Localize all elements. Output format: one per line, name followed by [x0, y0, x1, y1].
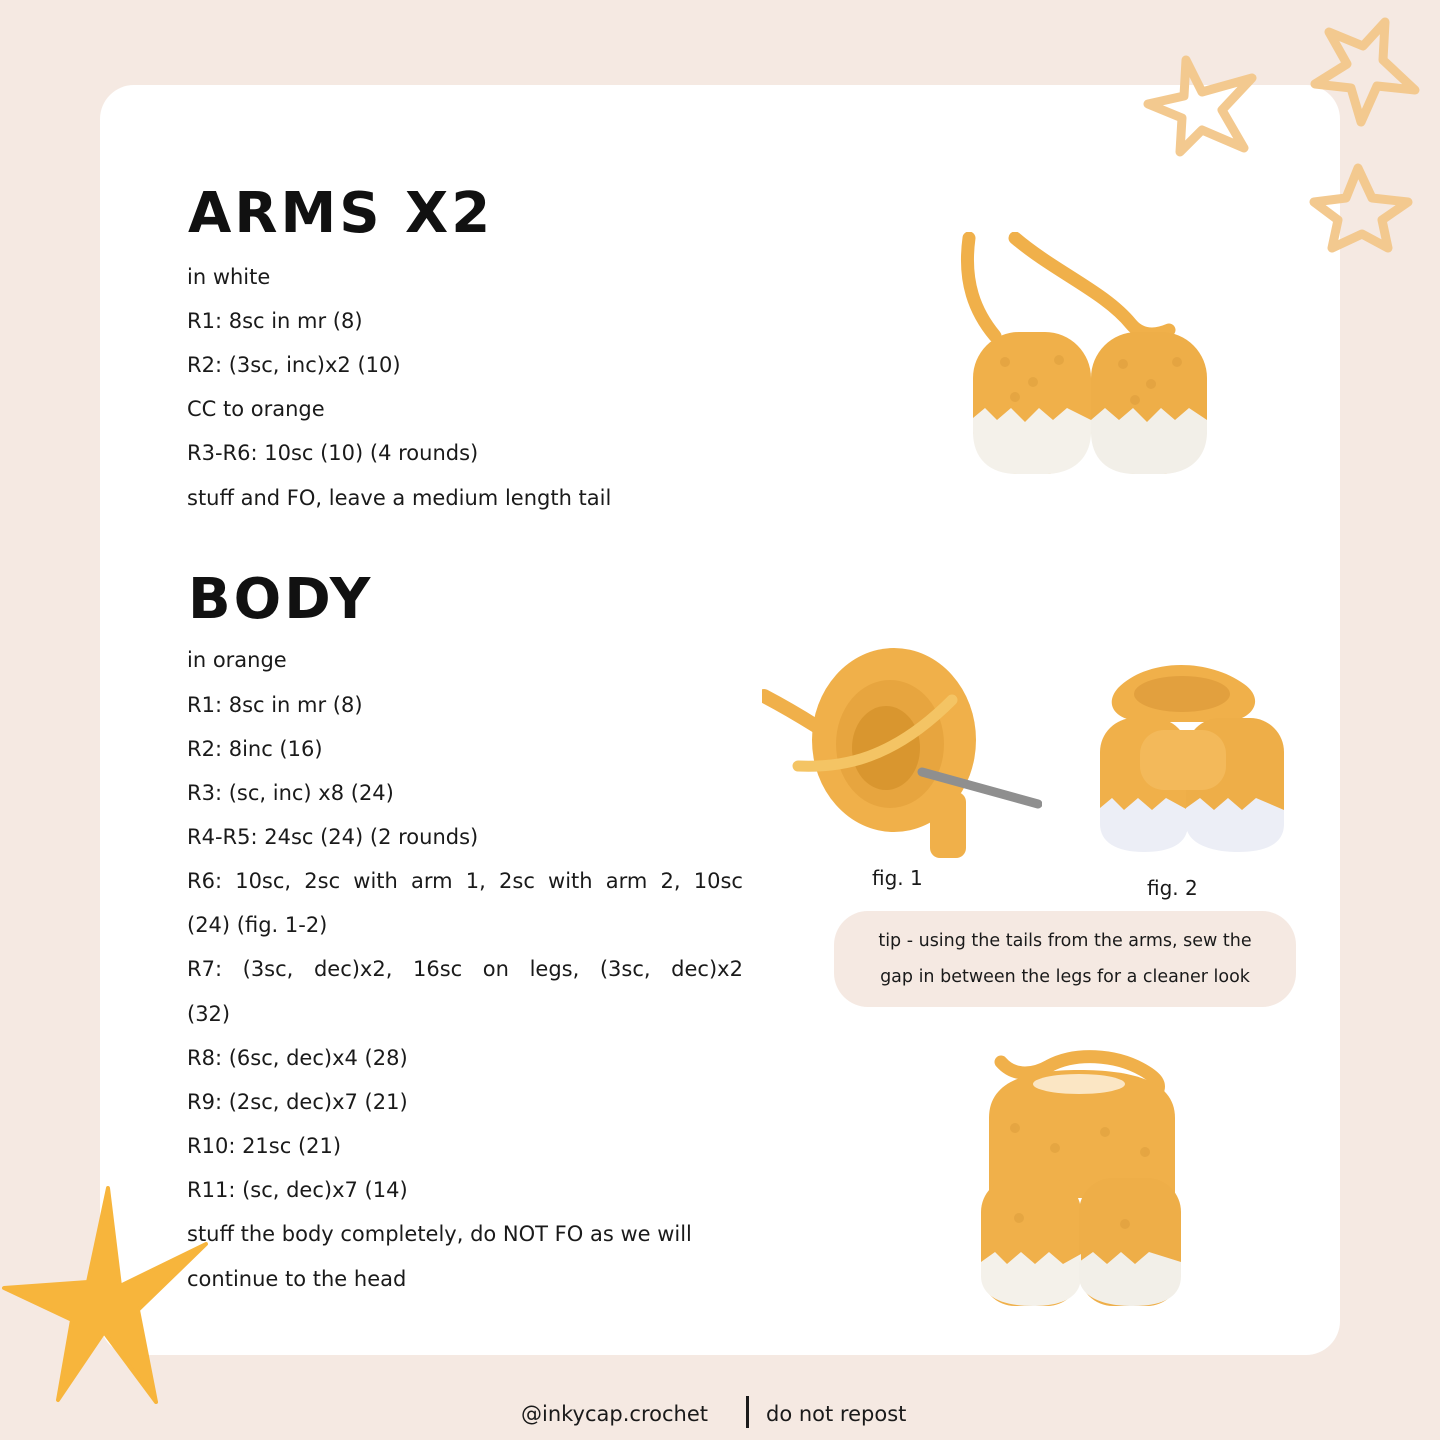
arms-step: in white	[187, 265, 271, 289]
fig1-label: fig. 1	[872, 866, 923, 890]
fig1-photo	[762, 640, 1042, 860]
body-step-r6-cont: (24) (fig. 1-2)	[187, 913, 328, 937]
fig2-photo	[1078, 648, 1292, 860]
star-outline-icon	[1140, 52, 1260, 162]
arms-photo	[955, 232, 1215, 482]
fig2-label: fig. 2	[1147, 876, 1198, 900]
body-step: R8: (6sc, dec)x4 (28)	[187, 1046, 408, 1070]
arms-heading: ARMS X2	[188, 181, 494, 246]
body-step: R3: (sc, inc) x8 (24)	[187, 781, 394, 805]
body-photo	[975, 1048, 1187, 1314]
body-step: stuff the body completely, do NOT FO as we will	[187, 1222, 692, 1246]
body-step-r7: R7: (3sc, dec)x2, 16sc on legs, (3sc, dec)x2	[187, 957, 743, 981]
arms-step: R1: 8sc in mr (8)	[187, 309, 363, 333]
body-step: R2: 8inc (16)	[187, 737, 323, 761]
arms-step: CC to orange	[187, 397, 325, 421]
body-step: R10: 21sc (21)	[187, 1134, 342, 1158]
body-step: R4-R5: 24sc (24) (2 rounds)	[187, 825, 479, 849]
footer-handle: @inkycap.crochet	[521, 1402, 708, 1426]
body-step-r6: R6: 10sc, 2sc with arm 1, 2sc with arm 2, 10sc	[187, 869, 743, 893]
star-outline-icon	[1305, 14, 1423, 130]
body-heading: BODY	[188, 567, 374, 632]
arms-step: R2: (3sc, inc)x2 (10)	[187, 353, 401, 377]
arms-step: R3-R6: 10sc (10) (4 rounds)	[187, 441, 479, 465]
body-step: in orange	[187, 648, 287, 672]
tip-box	[834, 911, 1296, 1007]
body-step: R9: (2sc, dec)x7 (21)	[187, 1090, 408, 1114]
tip-text: gap in between the legs for a cleaner look	[880, 967, 1250, 987]
footer-notice: do not repost	[766, 1402, 907, 1426]
arms-step: stuff and FO, leave a medium length tail	[187, 486, 612, 510]
body-step-r7-cont: (32)	[187, 1002, 231, 1026]
footer-divider	[746, 1396, 749, 1428]
body-step: R1: 8sc in mr (8)	[187, 693, 363, 717]
body-step: R11: (sc, dec)x7 (14)	[187, 1178, 408, 1202]
tip-text: tip - using the tails from the arms, sew the	[878, 931, 1252, 951]
star-outline-icon	[1308, 162, 1414, 254]
body-step: continue to the head	[187, 1267, 407, 1291]
star-solid-icon	[0, 1182, 210, 1408]
